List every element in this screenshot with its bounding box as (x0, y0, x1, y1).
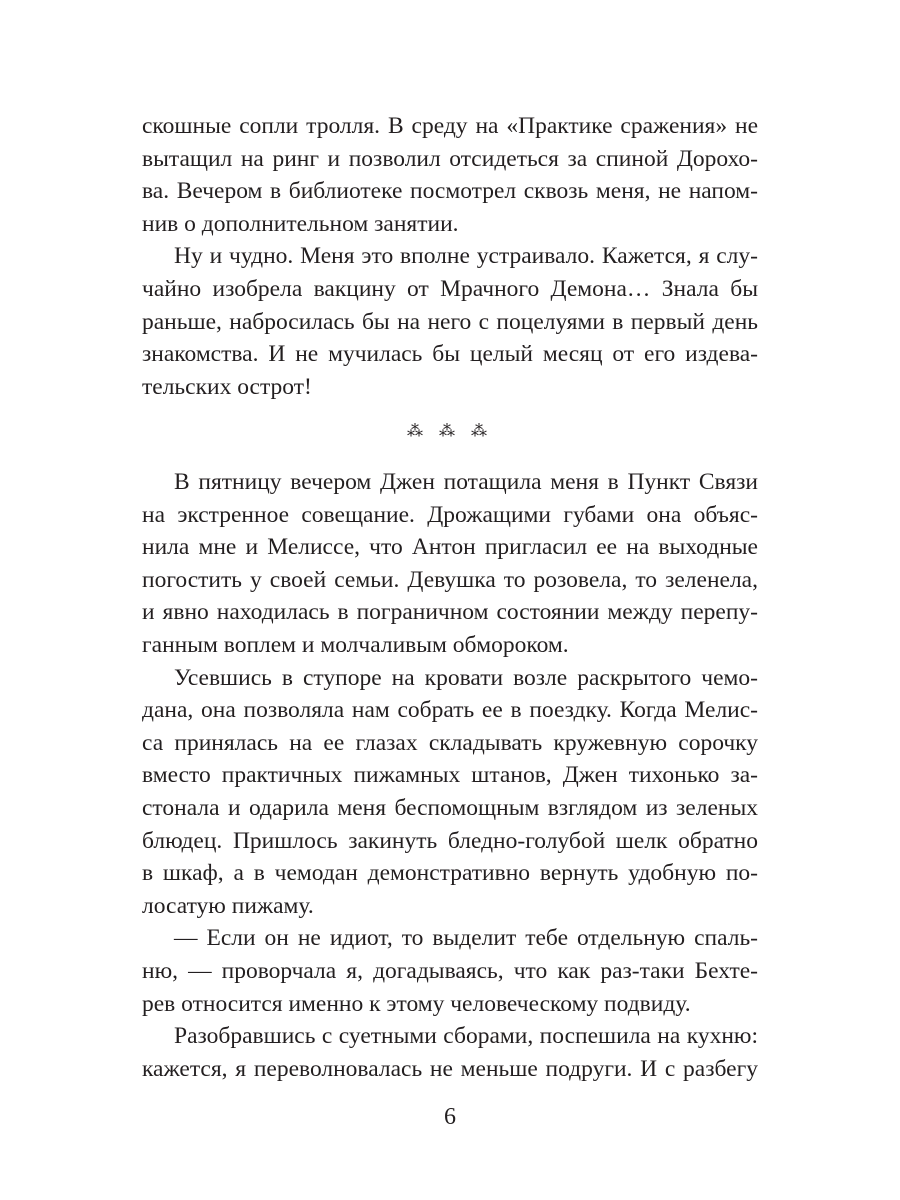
text-line: в шкаф, а в чемодан демонстративно вернуть удобную по- (142, 860, 758, 887)
text-line: блюдец. Пришлось закинуть бледно-голубой шелк обратно (142, 827, 758, 854)
text-block-before-separator (142, 110, 758, 403)
text-line: раньше, набросилась бы на него с поцелуями в первый день (142, 308, 758, 335)
section-separator: ⁂ ⁂ ⁂ (407, 423, 493, 440)
text-line: ва. Вечером в библиотеке посмотрел сквозь меня, не напом- (142, 178, 758, 205)
text-line: и явно находилась в пограничном состоянии между перепу- (142, 599, 758, 626)
text-block-after-separator (142, 466, 758, 1085)
text-line: на экстренное совещание. Дрожащими губами она объяс- (142, 501, 758, 528)
text-line: рев относится именно к этому человеческому подвиду. (142, 990, 691, 1017)
text-line: дана, она позволяла нам собрать ее в поездку. Когда Мелис- (142, 697, 758, 724)
text-line: нила мне и Мелиссе, что Антон пригласил ее на выходные (142, 534, 758, 561)
text-line: лосатую пижаму. (142, 892, 314, 919)
text-line: вместо практичных пижамных штанов, Джен тихонько за- (142, 762, 758, 789)
text-line: знакомства. И не мучилась бы целый месяц от его издева- (142, 341, 758, 368)
text-line: кажется, я переволновалась не меньше подруги. И с разбегу (142, 1055, 758, 1082)
text-line: тельских острот! (142, 373, 312, 400)
page-number: 6 (444, 1104, 456, 1130)
text-line: нив о дополнительном занятии. (142, 210, 459, 237)
text-line: са принялась на ее глазах складывать кружевную сорочку (142, 729, 758, 756)
text-line: Разобравшись с суетными сборами, поспешила на кухню: (174, 1023, 758, 1050)
text-line: Ну и чудно. Меня это вполне устраивало. Кажется, я слу- (174, 243, 758, 270)
text-line: ню, — проворчала я, догадываясь, что как раз-таки Бехте- (142, 957, 758, 984)
text-line: скошные сопли тролля. В среду на «Практике сражения» не (142, 113, 758, 139)
text-line: стонала и одарила меня беспомощным взглядом из зеленых (142, 794, 758, 821)
text-line: погостить у своей семьи. Девушка то розовела, то зеленела, (142, 566, 758, 593)
text-line: чайно изобрела вакцину от Мрачного Демона… Знала бы (142, 275, 758, 302)
text-line: Усевшись в ступоре на кровати возле раскрытого чемо- (174, 664, 758, 691)
text-line: ганным воплем и молчаливым обмороком. (142, 631, 569, 658)
text-line: В пятницу вечером Джен потащила меня в Пункт Связи (174, 469, 758, 495)
text-line: — Если он не идиот, то выделит тебе отдельную спаль- (174, 925, 758, 952)
text-line: вытащил на ринг и позволил отсидеться за спиной Дорохо- (142, 145, 758, 172)
